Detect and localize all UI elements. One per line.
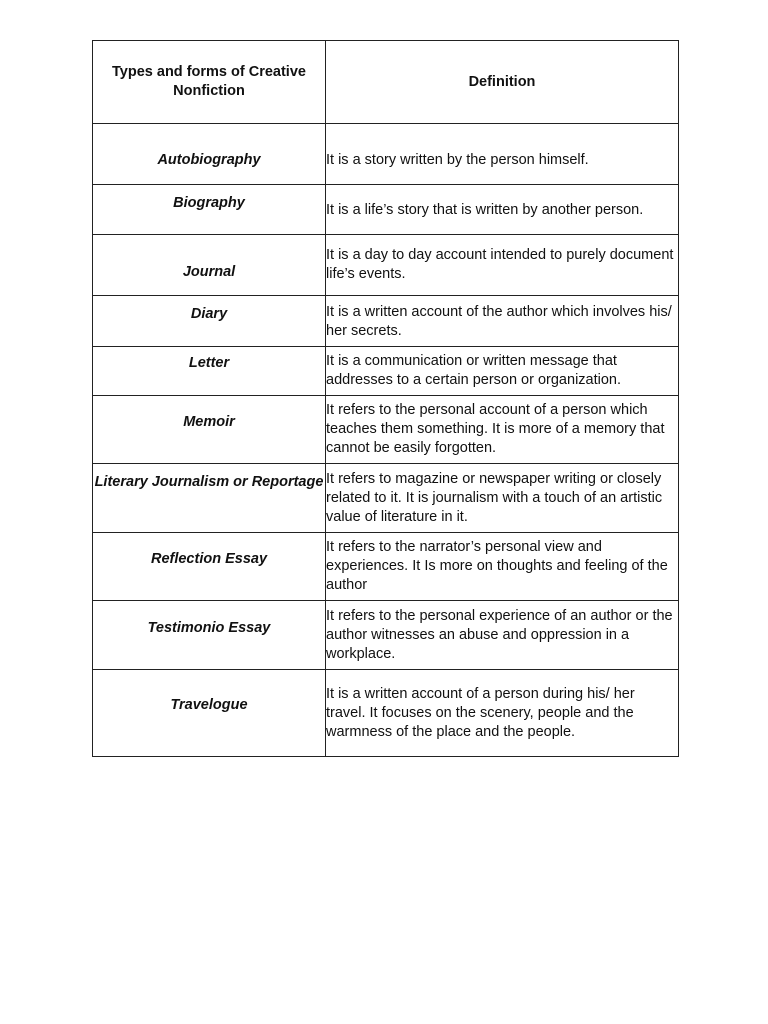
definition-cell: It is a written account of a person during his/ her travel. It focuses on the scenery, people and the warmness of the place and the people. (326, 670, 679, 757)
definition-cell: It refers to magazine or newspaper writing or closely related to it. It is journalism with a touch of an artistic value of literature in it. (326, 464, 679, 533)
type-label: Journal (182, 264, 236, 280)
table-row (93, 296, 679, 347)
type-cell (93, 670, 326, 757)
type-label: Testimonio Essay (147, 620, 271, 636)
type-label: Biography (173, 195, 245, 211)
type-label: Letter (188, 355, 230, 371)
table-row (93, 185, 679, 235)
type-cell (93, 396, 326, 464)
definition-cell: It refers to the personal experience of an author or the author witnesses an abuse and oppression in a workplace. (326, 601, 679, 670)
type-label: Literary Journalism or Reportage (94, 474, 324, 490)
header-definition: Definition (326, 41, 679, 124)
type-cell (93, 464, 326, 533)
table-row (93, 601, 679, 670)
table-row (93, 464, 679, 533)
type-label: Travelogue (170, 697, 248, 713)
type-label: Autobiography (157, 152, 261, 168)
table-row (93, 347, 679, 396)
type-cell (93, 235, 326, 296)
type-cell (93, 185, 326, 235)
type-cell (93, 533, 326, 601)
table-row (93, 533, 679, 601)
type-label: Memoir (183, 414, 235, 430)
type-cell (93, 296, 326, 347)
type-label: Diary (190, 306, 228, 322)
table-header-row (93, 41, 679, 124)
type-cell (93, 601, 326, 670)
definition-cell: It refers to the personal account of a person which teaches them something. It is more of a memory that cannot be easily forgotten. (326, 396, 679, 464)
table-row (93, 235, 679, 296)
definition-cell: It refers to the narrator’s personal view and experiences. It Is more on thoughts and feeling of the author (326, 533, 679, 601)
definition-cell: It is a day to day account intended to purely document life’s events. (326, 235, 679, 296)
table-row (93, 670, 679, 757)
definition-cell: It is a life’s story that is written by another person. (326, 185, 679, 235)
table-row (93, 124, 679, 185)
type-label: Reflection Essay (150, 551, 268, 567)
type-cell (93, 347, 326, 396)
type-cell (93, 124, 326, 185)
definition-cell: It is a story written by the person himself. (326, 124, 679, 185)
header-type: Types and forms of Creative Nonfiction (93, 41, 326, 124)
definition-cell: It is a written account of the author which involves his/ her secrets. (326, 296, 679, 347)
definition-cell: It is a communication or written message that addresses to a certain person or organization. (326, 347, 679, 396)
table-row (93, 396, 679, 464)
nonfiction-types-table (92, 40, 679, 757)
